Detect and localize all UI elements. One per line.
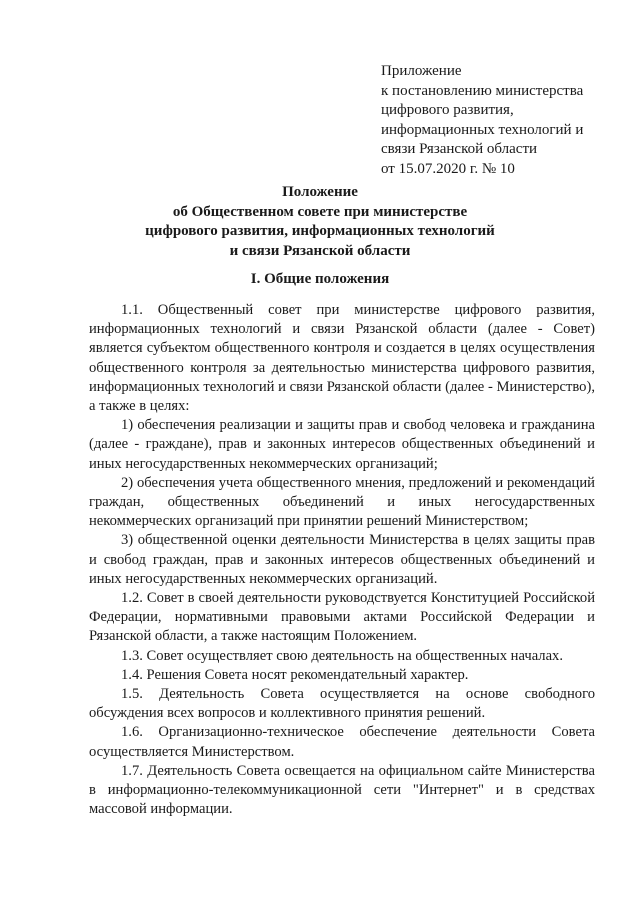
appendix-line: цифрового развития, [381,102,514,118]
paragraph-1-3: 1.3. Совет осуществляет свою деятельность на общественных началах. [121,647,564,664]
paragraph-item-3: 3) общественной оценки деятельности Министерства в целях защиты прав и свобод граждан, прав и законных интересов общественных объединений и иных негосударственных некоммерческих организаций. [89,532,595,587]
paragraph-item-2: 2) обеспечения учета общественного мнения, предложений и рекомендаций граждан, общественных объединений и иных негосударственных некоммерческих организаций при принятии решений Министерством; [89,474,595,530]
document-title [100,183,540,261]
paragraph-1-4: 1.4. Решения Совета носят рекомендательный характер. [121,666,469,683]
title-line: Положение [282,184,358,200]
appendix-line: Приложение [381,63,462,79]
appendix-line: информационных технологий и [381,121,584,138]
title-line: цифрового развития, информационных технологий [145,223,495,239]
paragraph-1-2: 1.2. Совет в своей деятельности руководствуется Конституцией Российской Федерации, нормативными правовыми актами Российской Федерации и Рязанской области, а также настоящим Положением. [89,590,595,645]
section-heading: I. Общие положения [250,271,390,287]
title-line: об Общественном совете при министерстве [172,203,468,220]
paragraph-item-1: 1) обеспечения реализации и защиты прав и свобод человека и гражданина (далее - граждане), прав и законных интересов общественных объединений и иных негосударственных некоммерческих организаций; [89,417,595,472]
appendix-line: связи Рязанской области [381,141,538,157]
title-line: и связи Рязанской области [229,242,411,259]
document-body [89,301,595,819]
paragraph-1-5: 1.5. Деятельность Совета осуществляется на основе свободного обсуждения всех вопросов и коллективного принятия решений. [89,686,595,722]
appendix-block [381,62,621,179]
paragraph-1-1: 1.1. Общественный совет при министерстве цифрового развития, информационных технологий и связи Рязанской области (далее - Совет) является субъектом общественного контроля и создается в целях осуществления общественного контроля за деятельностью министерства цифрового развития, информационных технологий и связи Рязанской области (далее - Министерство), а также в целях: [89,302,595,415]
appendix-date-line: от 15.07.2020 г. № 10 [381,160,515,177]
paragraph-1-6: 1.6. Организационно-техническое обеспечение деятельности Совета осуществляется Министерством. [89,724,595,760]
paragraph-1-7: 1.7. Деятельность Совета освещается на официальном сайте Министерства в информационно-телекоммуникационной сети "Интернет" и в средствах массовой информации. [89,762,595,818]
appendix-line: к постановлению министерства [381,82,584,99]
